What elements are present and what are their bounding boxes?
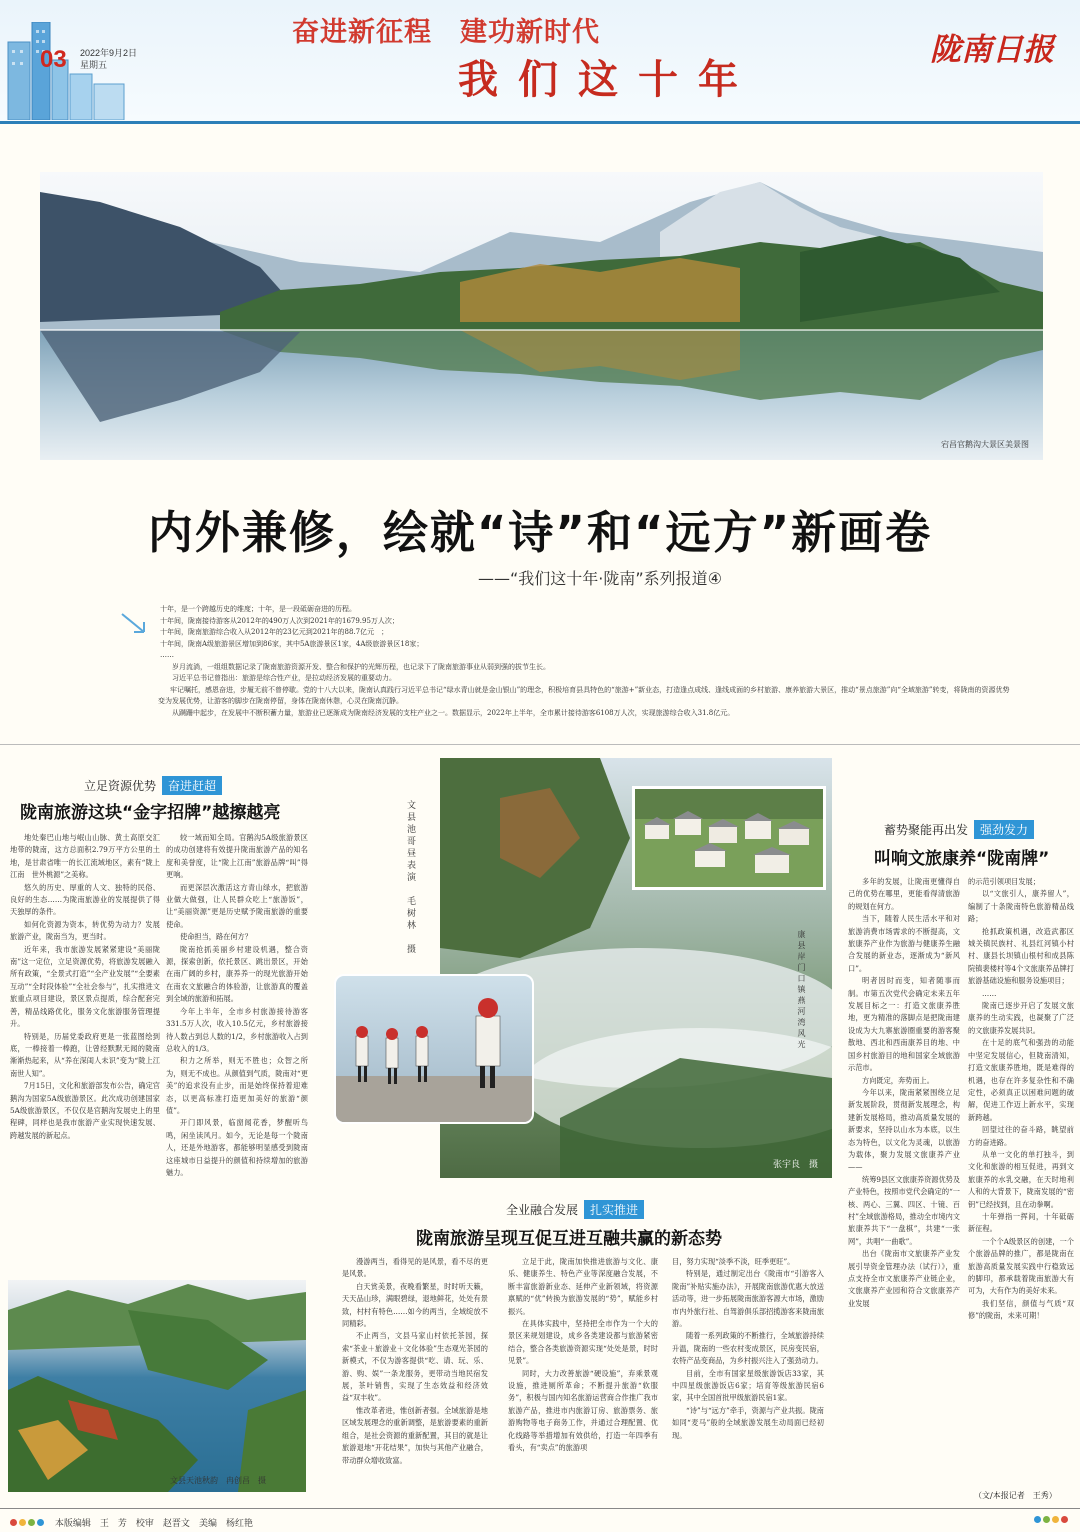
- paragraph: 立足于此，陇南加快推进旅游与文化、康乐、健康养生、特色产业等深度融合发展，不断丰富旅游新业态、延伸产业新领域，将资源禀赋的“优”转换为旅游发展的“势”，赋能乡村振兴。: [508, 1257, 658, 1316]
- paragraph: 今年上半年，全市乡村旅游接待游客331.5万人次，收入10.5亿元，乡村旅游接待人数占到总人数的1/2，乡村旅游收入占到总收入的1/3。: [166, 1006, 308, 1053]
- dancers-photo: [334, 974, 534, 1124]
- section2-column-2: [508, 1256, 658, 1502]
- footer-dots: [1034, 1516, 1070, 1526]
- footer-credits: [10, 1516, 253, 1529]
- paragraph: 白天赏美景，夜晚看繁星，时时听天籁，天天品山珍，满眼碧绿，退地鲜花，处处有景致，村村有特色……如今的两当，全域绽放不同精彩。: [342, 1281, 488, 1329]
- paragraph: 以“文旅引人，康养留人”，编制了十条陇南特色旅游精品线路；: [968, 889, 1074, 924]
- series-subtitle: ——“我们这十年·陇南”系列报道④: [477, 569, 722, 588]
- section3-column-2: [968, 876, 1074, 1482]
- paragraph: 陇南已逐步开启了发展文旅康养的生动实践，也凝聚了广泛的文旅康养发展共识。: [968, 1001, 1074, 1035]
- section3-title: 叫响文旅康养“陇南牌”: [874, 849, 1050, 869]
- dot-icon: [1043, 1516, 1050, 1523]
- dancers-photo-caption: 文县池哥昼表演 毛树林 摄: [405, 800, 415, 956]
- paragraph: 出台《陇南市文旅康养产业发展引导资金管理办法（试行）》，重点支持全市文旅康养产业链企业，文旅康养产业园和符合文旅康养产业发展: [848, 1249, 960, 1308]
- mist-photo-credit: 张宇良 摄: [772, 1160, 818, 1170]
- intro-line: ……: [160, 651, 174, 659]
- dot-icon: [1052, 1516, 1059, 1523]
- intro-line: 十年间，陇南接待游客从2012年的490万人次到2021年的1679.95万人次；: [160, 616, 399, 625]
- caption-text: 文县天池秋韵: [170, 1476, 218, 1485]
- paragraph: 当下，随着人民生活水平和对旅游消费市场需求的不断提高，文旅康养产业作为旅游与健康养生融合发展的新业态，逐渐成为“新风口”。: [848, 914, 960, 973]
- section1-tag: [84, 776, 222, 795]
- section3-tag-text: 蓄势聚能再出发: [884, 823, 969, 837]
- dot-icon: [28, 1519, 35, 1526]
- design-credit: 美编 杨红艳: [198, 1519, 253, 1529]
- paragraph: 的示范引领项目发展；: [968, 877, 1040, 886]
- village-photo-caption: 康县岸门口镇燕河湾风光: [797, 930, 806, 1051]
- lake-photo: [8, 1280, 306, 1492]
- weekday-text: 星期五: [80, 60, 108, 70]
- paragraph: 使命担当，路在何方？: [180, 932, 252, 942]
- author-byline: （文/本报记者 王秀）: [974, 1491, 1057, 1500]
- lead-paragraph: [160, 604, 1010, 719]
- paragraph: 方向既定，奔势而上。: [862, 1075, 934, 1085]
- paragraph: 而更深层次激活这方青山绿水，把旅游业做大做强，让人民群众吃上“旅游饭”，让“美丽资源”更是历史赋予陇南旅游的重要使命。: [166, 882, 308, 929]
- section2-title: 陇南旅游呈现互促互进互融共赢的新态势: [416, 1229, 722, 1249]
- section1-tag-text: 立足资源优势: [84, 779, 157, 793]
- section-divider: [0, 744, 1080, 745]
- section2-column-1: [342, 1256, 488, 1502]
- section2-tag-text: 全业融合发展: [506, 1203, 579, 1217]
- caption-credit: 冉创昌 摄: [226, 1476, 266, 1485]
- lake-photo-caption: [170, 1475, 266, 1486]
- paragraph: 开门即风景，临窗闻花香，梦醒听鸟鸣，闲坐读风月。如今，无论是每一个陇南人，还是外地游客，都能够明显感受到陇南这座城市日益提升的颜值和持续增加的旅游魅力。: [166, 1118, 308, 1177]
- date-text: 2022年9月2日: [80, 48, 138, 58]
- paragraph: 积力之所举，则无不胜也；众智之所为，则无不成也。从颜值到气质，陇南对“更美”的追求没有止步，而是始终保持着迎难态，以更高标准打造更加美好的旅游“颜值”。: [166, 1056, 308, 1115]
- paragraph: 如何化资源为资本，转优势为动力？发展旅游产业，陇南当为，更当时。: [10, 919, 160, 942]
- editor-credit: 本版编辑 王 芳: [54, 1519, 127, 1529]
- proof-credit: 校审 赵晋文: [135, 1519, 190, 1529]
- dancers-illustration: [336, 976, 532, 1122]
- intro-line: 习近平总书记曾指出：旅游是综合性产业，是拉动经济发展的重要动力。: [172, 674, 396, 682]
- hero-landscape-photo: [40, 172, 1043, 460]
- column-title: 我们这十年: [458, 57, 758, 103]
- paragraph: 今年以来，陇南紧紧围绕立足新发展阶段，贯彻新发展理念，构建新发展格局，推动高质量发展的新要求，坚持以山水为本底，以生态为特色，以文化为灵魂，以旅游为载体，聚力发展文旅康养产业——: [848, 1087, 960, 1172]
- paragraph: 在十足的底气和强劲的动能中坚定发展信心，但陇南清知，打造文旅康养胜地，既是难得的机遇，也存在许多复杂性和不确定性，必须真正以困难问题的破解，促进工作迈上新水平，实现新跨越。: [968, 1038, 1074, 1122]
- paragraph: 7月15日，文化和旅游部发布公告，确定官鹅沟为国家5A级旅游景区。此次成功创建国家5A级旅游景区，不仅仅是官鹅沟发展史上的里程碑，同样也是我市旅游产业实现快速发展、跨越发展的新起点。: [10, 1081, 160, 1140]
- paragraph: 目，努力实现“淡季不淡，旺季更旺”。: [672, 1257, 795, 1266]
- paragraph: 近年来，我市旅游发展紧紧建设“美丽陇南”这一定位，立足资源优势，将旅游发展融入所有政策，“全景式打造”“全产业发展”“全要素互动”“全时段体验”“全社会参与”，扎实推进文旅重点项目建设，景区景点提质，综合配套完善，精品线路优化，服务文化旅游服务管理提升。: [10, 944, 160, 1029]
- issue-date: [80, 47, 137, 71]
- page-number: 03: [40, 46, 67, 73]
- section2-column-3: [672, 1256, 824, 1502]
- paragraph: ……: [982, 988, 997, 998]
- dot-icon: [19, 1519, 26, 1526]
- lake-illustration: [8, 1280, 306, 1492]
- section1-badge: 奋进赶超: [162, 776, 222, 795]
- hero-photo-caption: 宕昌官鹅沟大景区美景图: [941, 440, 1029, 449]
- lake-mountain-illustration: [40, 172, 1043, 460]
- paragraph: 十年弹指一挥间，十年砥砺新征程。: [968, 1211, 1074, 1234]
- paragraph: 明者因时而变，知者随事而制。市第五次党代会确定未来五年发展目标之一：打造文旅康养胜地，更为精准的落脚点是把陇南建设成为大九寨旅游圈重要的游客聚散地、西北和西南康养目的地、中国乡村旅游目的地和国家全域旅游示范市。: [848, 976, 960, 1073]
- dot-icon: [1034, 1516, 1041, 1523]
- dot-icon: [1061, 1516, 1068, 1523]
- intro-line: 牢记嘱托，感恩奋进，步履无前不曾停歇。党的十八大以来，陇南认真践行习近平总书记“绿水青山就是金山银山”的理念，积极培育县具特色的“旅游+”新业态，打造逢点成线、逢线成面的乡村旅游、康养旅游大景区，推动“景点旅游”向“全域旅游”转变，将陇南的资源优势变为发展优势，让游客的脚步在陇南停留，身体在陇南休憩，心灵在陇南沉静。: [158, 685, 1010, 705]
- dot-icon: [37, 1519, 44, 1526]
- paragraph: 陇南抢抓美丽乡村建设机遇，整合资源，探索创新，依托景区、跳出景区，开始在南广阔的乡村，康养养一的现光旅游开始在南农文旅融合的体验游，让旅游真的覆盖到全域的旅游和拓展。: [166, 944, 308, 1004]
- paragraph: 地处秦巴山地与岷山山脉、黄土高原交汇地带的陇南，这方总面积2.79万平方公里的土地，是甘肃省唯一的长江流域地区，素有“陇上江南 世外桃源”之美称。: [10, 833, 160, 880]
- headline: 内外兼修，绘就“诗”和“远方”新画卷: [147, 506, 933, 559]
- intro-line: 十年间，陇南旅游综合收入从2012年的23亿元到2021年的88.7亿元 ；: [160, 628, 389, 636]
- section1-column-2: [166, 832, 308, 1268]
- paragraph: 目前，全市有国家星级旅游饭店33家，其中四星级旅游饭店6家；培育等级旅游民宿6家，其中全国首批甲级旅游民宿1家。: [672, 1368, 824, 1403]
- section1-column-1: [10, 832, 160, 1268]
- paragraph: 在具体实践中，坚持把全市作为一个大的景区来规划建设，成乡各类建设都与旅游紧密结合，整合各类旅游资源实现“处处是景，时时见景”。: [508, 1319, 658, 1366]
- village-photo: [632, 786, 826, 890]
- section3-badge: 强劲发力: [974, 820, 1034, 839]
- paragraph: 随着一系列政策的不断推行，全域旅游持续升温，陇南的一些农村变成景区，民房变民宿，农特产品变商品，为乡村振兴注入了强劲动力。: [672, 1331, 824, 1366]
- paragraph: 特别是，历届党委政府更是一张蓝图绘到底，一棒接着一棒跑，让曾经默默无闻的陇南渐渐热起来，从“养在深闺人未识”变为“陇上江南世人知”。: [10, 1031, 160, 1078]
- paragraph: 抢抓政策机遇，改造武都区城关镇民族村、礼县红河镇小村村、康县长坝镇山根村和成县陈院镇裴楼村等4个文旅康养品牌打旅游基础设施和服务设施项目；: [968, 926, 1074, 986]
- village-illustration: [635, 789, 823, 887]
- paragraph: 漫游两当，看得见的是风景，看不尽的更是风景。: [342, 1257, 488, 1279]
- paragraph: 惟改革者进，惟创新者强。全域旅游是地区域发展理念的重新调整，是旅游要素的重新组合，是社会资源的重新配置，其目的就是让旅游退地“开花结果”，加快与其他产业融合，带动群众增收致富。: [342, 1405, 488, 1465]
- intro-line: 从蹒跚中起步，在发展中不断积蓄力量，旅游业已逐渐成为陇南经济发展的支柱产业之一。数据显示，2022年上半年，全市累计接待游客6108万人次，实现旅游综合收入31.8亿元。: [172, 708, 735, 717]
- dot-icon: [10, 1519, 17, 1526]
- paragraph: “诗”与“远方”牵手，资源与产业共振。陇南如同“麦马”般的全域旅游发展生动局面已经初现。: [672, 1405, 824, 1440]
- section1-title: 陇南旅游这块“金字招牌”越擦越亮: [20, 803, 281, 823]
- paragraph: 多年的发展，让陇南更懂得自己的优势在哪里，更能看得清旅游的规划在何方。: [848, 877, 960, 911]
- paragraph: 一个个A级景区的创建，一个个旅游品牌的推广，都是陇南在旅游高质量发展实践中行稳致远的脚印，都承载着陇南旅游大有可为，大有作为的美好未来。: [968, 1236, 1074, 1296]
- paragraph: 特别是，通过制定出台《陇南市“引游客入陇南”补贴实施办法》，开展陇南旅游优惠大放送活动等，进一步拓展陇南旅游客源大市场，激励市内外旅行社、自驾游俱乐部招揽游客来陇南旅游。: [672, 1269, 824, 1329]
- intro-line: 十年，是一个跨越历史的维度；十年，是一段砥砺奋进的历程。: [160, 605, 356, 613]
- intro-line: 岁月流淌，一组组数据记录了陇南旅游资源开发、整合和保护的光辉历程，也记录下了陇南旅游事业从弱到强的拔节生长。: [172, 662, 550, 671]
- arrow-down-right-icon: [120, 612, 148, 636]
- paragraph: 较一域而知全局。官鹅沟5A级旅游景区的成功创建将有效提升陇南旅游产品的知名度和美誉度，让“陇上江南”旅游品牌“叫”得更响。: [166, 833, 308, 880]
- intro-line: 十年间，陇南A级旅游景区增加到86家，其中5A旅游景区1家，4A级旅游景区18家；: [160, 639, 424, 648]
- paragraph: 悠久的历史、厚重的人文、独特的民俗、良好的生态……为陇南旅游业的发展提供了得天独厚的条件。: [10, 882, 160, 917]
- section2-tag: [506, 1200, 644, 1219]
- paragraph: 统筹9县区文旅康养资源优势及产业特色，按照市党代会确定的“一核、两心、三翼、四区、十镜、百村”全域旅游格局，推动全市境内文旅康养共下“一盘棋”，共建“一张网”，共唱“一曲歌”。: [848, 1174, 960, 1246]
- section3-column-1: [848, 876, 960, 1490]
- paragraph: 回望过往的奋斗路，眺望前方的奋进路。: [968, 1125, 1074, 1147]
- section3-tag: [884, 820, 1034, 839]
- paragraph: 同时，大力改善旅游“硬设施”，弃乘景观设施，推进厕所革命；不断提升旅游“软服务”，积极与国内知名旅游运营商合作推广我市旅游产品，推进市内旅游订房、旅游票务、旅游购物等电子商务工作，并通过合理配置、优化线路等举措增加有效供给，打造一年四季有看头，有“卖点”的旅游项: [508, 1368, 658, 1453]
- section2-badge: 扎实推进: [584, 1200, 644, 1219]
- paragraph: 我们坚信，颜值与气质“双修”的陇南，未来可期！: [968, 1298, 1074, 1321]
- newspaper-masthead-logo: 陇南日报: [930, 32, 1054, 68]
- page-footer: [0, 1508, 1080, 1532]
- paragraph: 不止两当，文县马家山村依托茶园，探索“茶业＋旅游业＋文化体验”生态观光茶园的新模式，不仅为游客提供“吃、请、玩、乐、游、购、娱”一条龙服务，更带动当地民宿发展，茶叶销售，实现了生态效益和经济效益“双丰收”。: [342, 1331, 488, 1403]
- header-slogan: 奋进新征程 建功新时代: [292, 17, 600, 48]
- paragraph: 从单一文化的单打独斗，到文化和旅游的相互促进，再到文旅康养的水乳交融，在天时地利人和的大背景下，陇南发展的“密钥”已经找到，且在动拳啊。: [968, 1149, 1074, 1209]
